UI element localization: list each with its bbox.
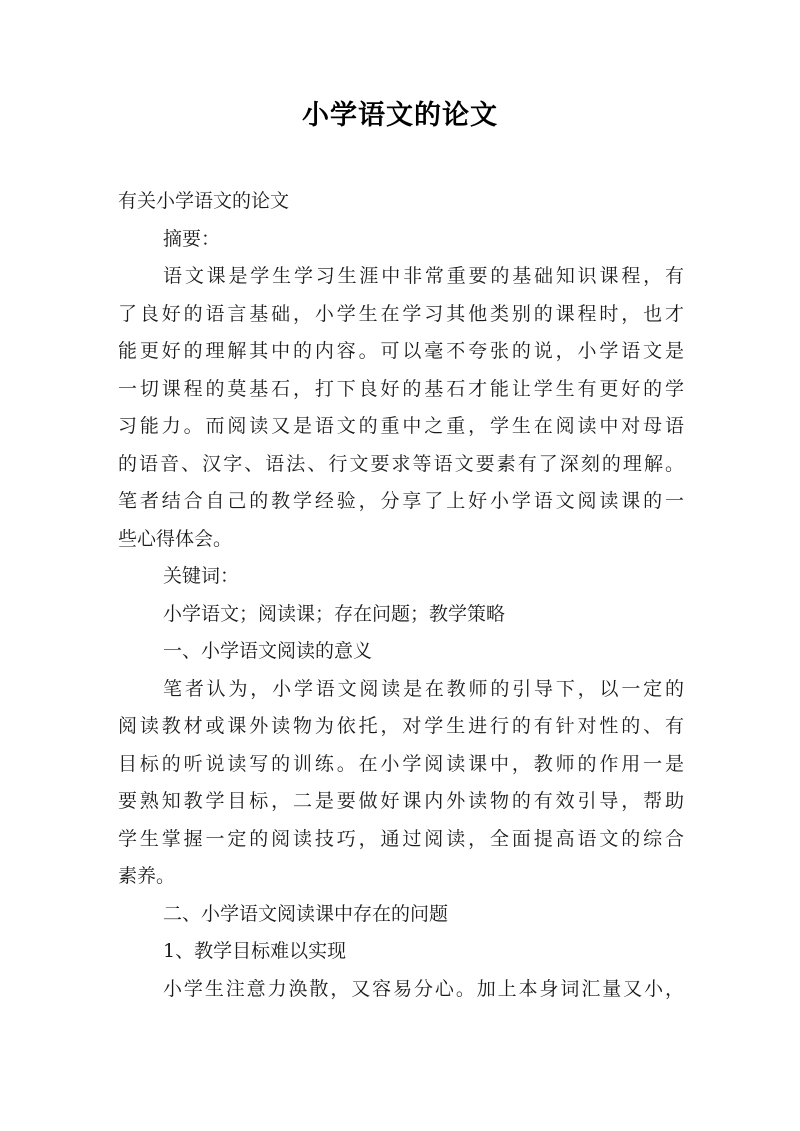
paragraph-line: 笔者认为，小学语文阅读是在教师的引导下，以一定的 xyxy=(163,677,684,700)
paragraph-line: 小学生注意力涣散，又容易分心。加上本身词汇量又小， xyxy=(163,977,684,1000)
paragraph-line: 语文课是学生学习生涯中非常重要的基础知识课程，有 xyxy=(163,265,684,287)
paragraph-line: 学生掌握一定的阅读技巧，通过阅读，全面提高语文的综合 xyxy=(118,827,684,850)
paragraph-line: 目标的听说读写的训练。在小学阅读课中，教师的作用一是 xyxy=(118,752,684,775)
paragraph-line: 关键词： xyxy=(163,565,240,587)
paragraph-line: 1、教学目标难以实现 xyxy=(163,940,347,962)
paragraph-line: 习能力。而阅读又是语文的重中之重，学生在阅读中对母语 xyxy=(118,415,684,437)
paragraph-line: 笔者结合自己的教学经验，分享了上好小学语文阅读课的一 xyxy=(118,490,684,512)
paragraph-line: 阅读教材或课外读物为依托，对学生进行的有针对性的、有 xyxy=(118,715,684,737)
paragraph-line: 的语音、汉字、语法、行文要求等语文要素有了深刻的理解。 xyxy=(118,452,684,475)
paragraph-line: 有关小学语文的论文 xyxy=(118,190,290,212)
paragraph-line: 了良好的语言基础，小学生在学习其他类别的课程时，也才 xyxy=(118,302,684,325)
paragraph-line: 素养。 xyxy=(118,865,176,887)
paragraph-line: 小学语文；阅读课；存在问题；教学策略 xyxy=(163,602,506,625)
document-title: 小学语文的论文 xyxy=(302,100,498,131)
paragraph-line: 一切课程的莫基石，打下良好的基石才能让学生有更好的学 xyxy=(118,377,684,400)
document-body xyxy=(118,183,684,1008)
paragraph-line: 些心得体会。 xyxy=(118,527,233,550)
paragraph-line: 摘要： xyxy=(163,227,221,250)
paragraph-line: 要熟知教学目标，二是要做好课内外读物的有效引导，帮助 xyxy=(118,790,684,812)
paragraph-line: 二、小学语文阅读课中存在的问题 xyxy=(163,902,449,925)
paragraph-line: 一、小学语文阅读的意义 xyxy=(163,640,373,662)
paragraph-line: 能更好的理解其中的内容。可以毫不夸张的说，小学语文是 xyxy=(118,340,684,362)
